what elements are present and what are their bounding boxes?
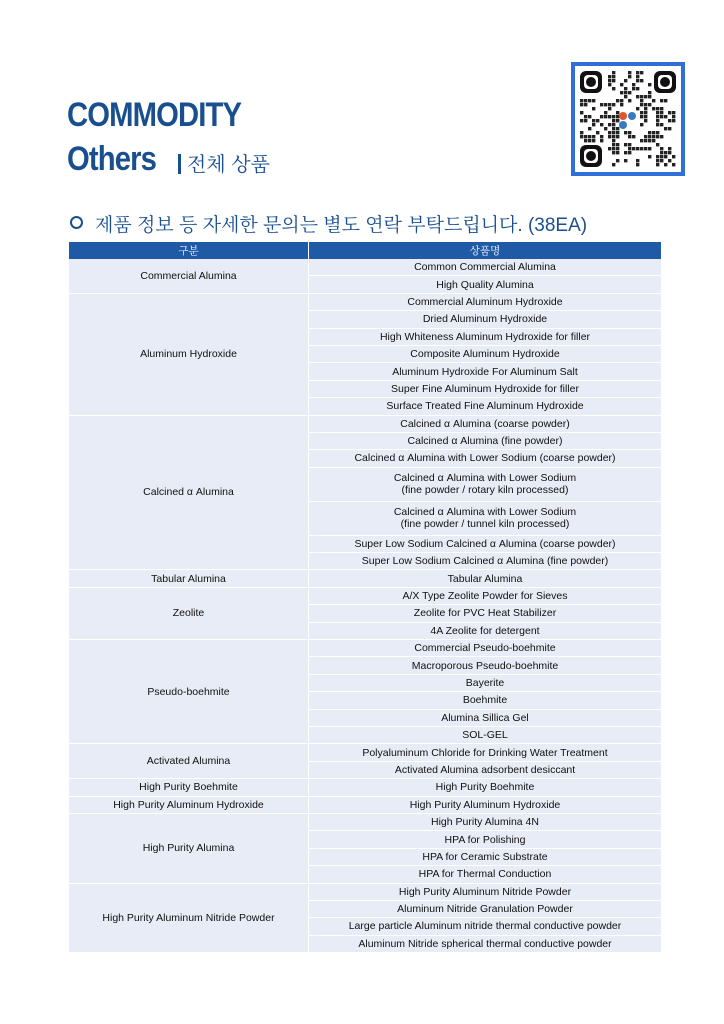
section-label (178, 148, 270, 177)
product-cell: Boehmite (309, 692, 662, 709)
product-cell: High Purity Aluminum Nitride Powder (309, 883, 662, 900)
table-row (69, 883, 661, 900)
category-cell: High Purity Aluminum Nitride Powder (69, 883, 309, 953)
inquiry-note (70, 210, 587, 237)
product-cell: Common Commercial Alumina (309, 259, 662, 276)
product-cell: Commercial Aluminum Hydroxide (309, 293, 662, 310)
product-cell: Calcined α Alumina with Lower Sodium (fine powder / rotary kiln processed) (309, 467, 662, 501)
category-cell: High Purity Aluminum Hydroxide (69, 796, 309, 813)
category-cell: Calcined α Alumina (69, 415, 309, 570)
inquiry-note-text: 제품 정보 등 자세한 문의는 별도 연락 부탁드립니다. (38EA) (95, 215, 588, 236)
product-cell: High Quality Alumina (309, 276, 662, 293)
product-cell: SOL-GEL (309, 726, 662, 743)
product-cell: Tabular Alumina (309, 570, 662, 587)
divider-bar (178, 154, 181, 174)
table-row (69, 259, 661, 276)
table-row (69, 813, 661, 830)
product-cell: Super Low Sodium Calcined α Alumina (coarse powder) (309, 535, 662, 552)
product-cell: Aluminum Hydroxide For Aluminum Salt (309, 363, 662, 380)
product-cell: Zeolite for PVC Heat Stabilizer (309, 605, 662, 622)
product-cell: Large particle Aluminum nitride thermal conductive powder (309, 918, 662, 935)
table-row (69, 415, 661, 432)
product-cell: HPA for Polishing (309, 831, 662, 848)
page-subtitle: Others (67, 140, 157, 178)
category-cell: Aluminum Hydroxide (69, 293, 309, 415)
product-cell: High Purity Alumina 4N (309, 813, 662, 830)
category-cell: Activated Alumina (69, 744, 309, 779)
table-row (69, 779, 661, 796)
product-cell: A/X Type Zeolite Powder for Sieves (309, 587, 662, 604)
product-cell: Super Fine Aluminum Hydroxide for filler (309, 380, 662, 397)
table-row (69, 744, 661, 761)
product-cell: High Purity Boehmite (309, 779, 662, 796)
product-cell: Surface Treated Fine Aluminum Hydroxide (309, 398, 662, 415)
qr-code[interactable] (571, 62, 685, 176)
table-row (69, 570, 661, 587)
table-row (69, 293, 661, 310)
product-cell: Polyaluminum Chloride for Drinking Water Treatment (309, 744, 662, 761)
product-cell: High Purity Aluminum Hydroxide (309, 796, 662, 813)
qr-code-icon (580, 71, 676, 167)
table-header-row (69, 242, 661, 259)
category-cell: High Purity Alumina (69, 813, 309, 883)
product-cell: Activated Alumina adsorbent desiccant (309, 761, 662, 778)
bullet-circle-icon (70, 216, 83, 229)
column-header-product: 상품명 (309, 242, 662, 259)
category-cell: High Purity Boehmite (69, 779, 309, 796)
product-cell: Calcined α Alumina with Lower Sodium (coarse powder) (309, 450, 662, 467)
product-cell: 4A Zeolite for detergent (309, 622, 662, 639)
product-cell: Bayerite (309, 674, 662, 691)
category-cell: Tabular Alumina (69, 570, 309, 587)
product-cell: Macroporous Pseudo-boehmite (309, 657, 662, 674)
product-table (69, 242, 661, 953)
product-cell: Calcined α Alumina (coarse powder) (309, 415, 662, 432)
category-cell: Pseudo-boehmite (69, 640, 309, 744)
product-cell: Aluminum Nitride Granulation Powder (309, 900, 662, 917)
section-label-text: 전체 상품 (187, 154, 270, 176)
category-cell: Commercial Alumina (69, 259, 309, 293)
table-row (69, 796, 661, 813)
product-cell: Commercial Pseudo-boehmite (309, 640, 662, 657)
product-cell: Calcined α Alumina with Lower Sodium (fine powder / tunnel kiln processed) (309, 501, 662, 535)
table-row (69, 640, 661, 657)
page-title: COMMODITY (67, 96, 242, 134)
product-cell: Super Low Sodium Calcined α Alumina (fine powder) (309, 553, 662, 570)
column-header-category: 구분 (69, 242, 309, 259)
product-cell: Dried Aluminum Hydroxide (309, 311, 662, 328)
product-cell: High Whiteness Aluminum Hydroxide for filler (309, 328, 662, 345)
product-cell: Alumina Sillica Gel (309, 709, 662, 726)
category-cell: Zeolite (69, 587, 309, 639)
table-row (69, 587, 661, 604)
product-cell: HPA for Thermal Conduction (309, 866, 662, 883)
product-cell: Composite Aluminum Hydroxide (309, 345, 662, 362)
product-cell: HPA for Ceramic Substrate (309, 848, 662, 865)
product-cell: Aluminum Nitride spherical thermal conductive powder (309, 935, 662, 952)
product-cell: Calcined α Alumina (fine powder) (309, 432, 662, 449)
